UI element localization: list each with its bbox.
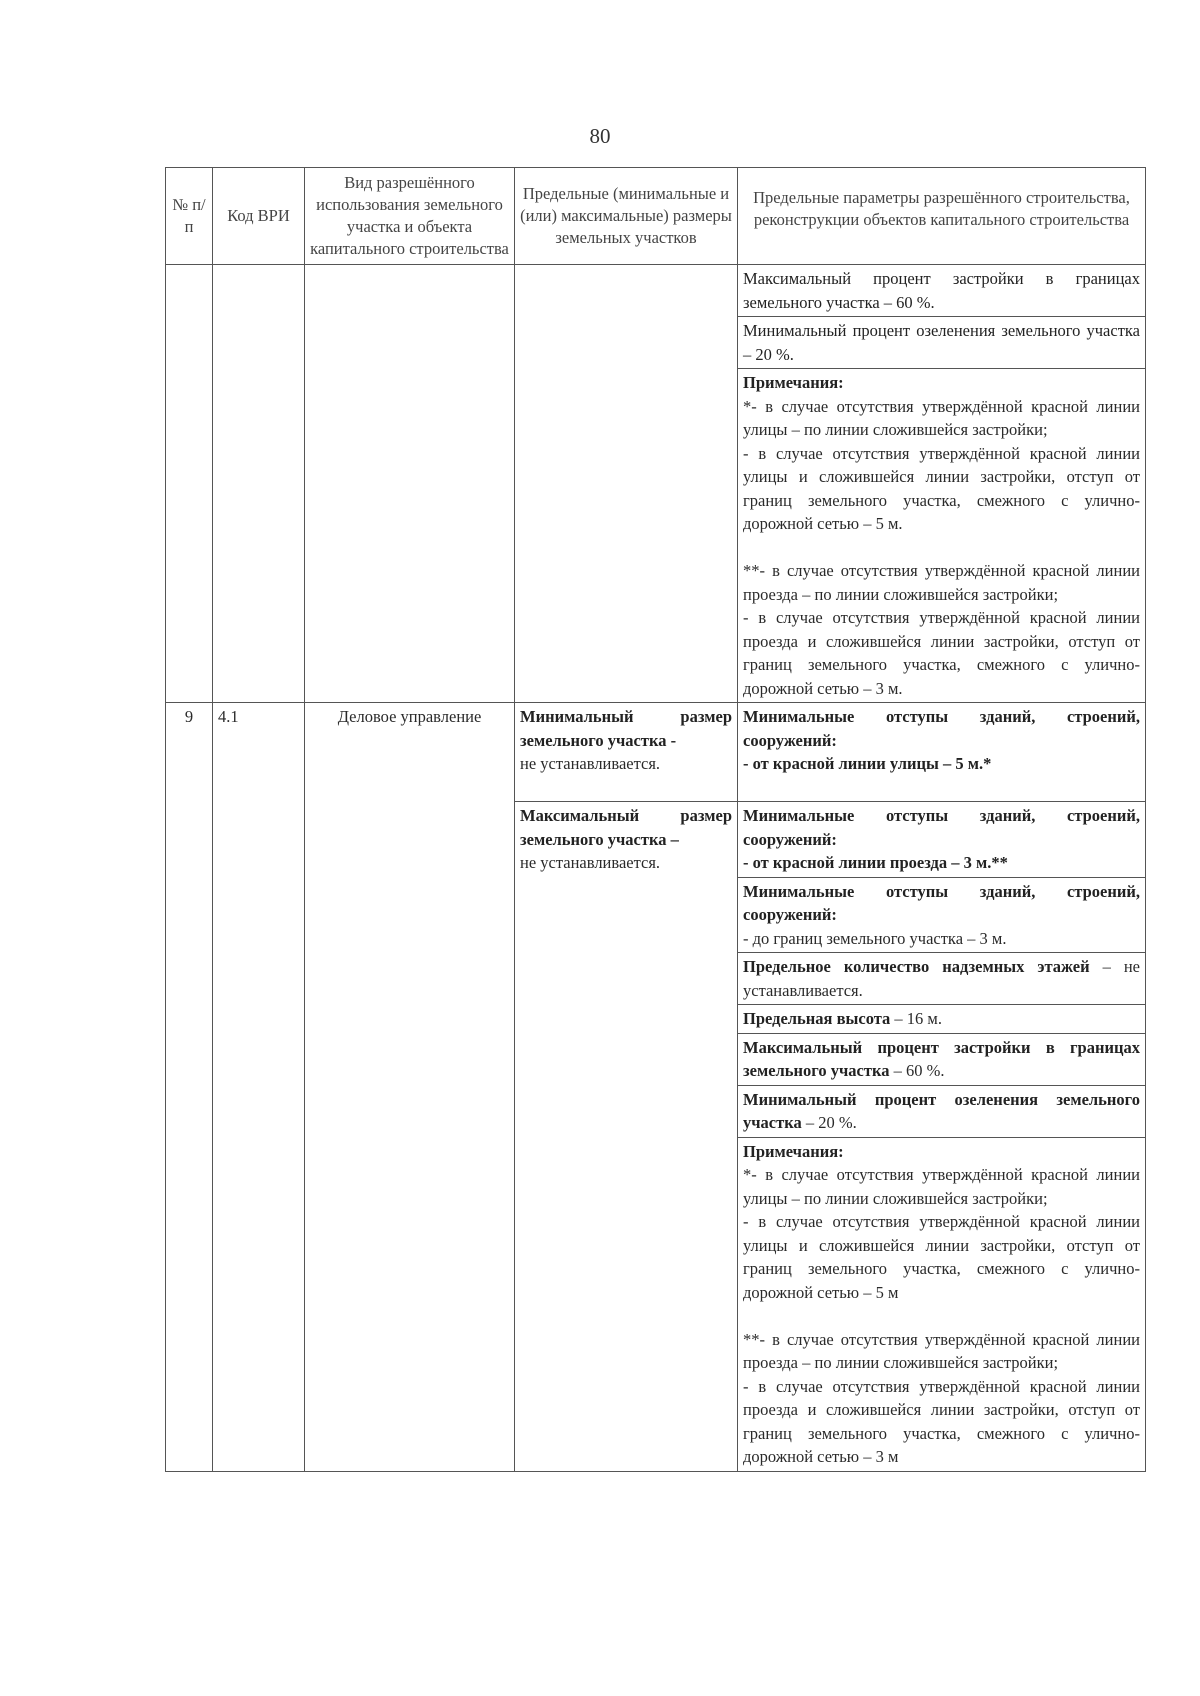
param-value: – не устанавливается.: [743, 957, 1140, 1000]
table-header-row: [166, 168, 1146, 265]
cont-notes-cell: [738, 369, 1146, 703]
row9-param-build-percent: [738, 1033, 1146, 1085]
row9-min-size-value: не устанавливается.: [520, 754, 661, 773]
row9-num: 9: [166, 703, 213, 1472]
header-num: № п/п: [166, 168, 213, 265]
param-value: - до границ земельного участка – 3 м.: [743, 928, 1007, 948]
row9-vid: Деловое управление: [305, 703, 515, 1472]
row9-notes-cell: [738, 1137, 1146, 1471]
row9-min-size-title: Минимальный размер земельного участка -: [520, 707, 732, 750]
header-vid: Вид разрешённого использования земельного участка и объекта капитального строительства: [305, 168, 515, 265]
row9-max-size: [515, 802, 738, 1472]
cont-size-cell: [515, 265, 738, 703]
param-title: Минимальный процент озеленения земельного участка: [743, 1089, 1140, 1132]
row9-min-size: [515, 703, 738, 802]
cont-vid-cell: [305, 265, 515, 703]
param-title: Минимальные отступы зданий, строений, сооружений:: [743, 806, 1140, 849]
param-title: Минимальные отступы зданий, строений, сооружений:: [743, 707, 1140, 750]
header-params: Предельные параметры разрешённого строительства, реконструкции объектов капитального строительства: [738, 168, 1146, 265]
row9-note-1: *- в случае отсутствия утверждённой красной линии улицы – по линии сложившейся застройки;: [743, 1165, 1140, 1208]
cont-note-1: *- в случае отсутствия утверждённой красной линии улицы – по линии сложившейся застройки;: [743, 396, 1140, 439]
cont-param-build-percent: Максимальный процент застройки в границах земельного участка – 60 %.: [738, 265, 1146, 317]
cont-note-2: - в случае отсутствия утверждённой красной линии улицы и сложившейся линии застройки, отступ от границ земельного участка, смежного с улично-дорожной сетью – 5 м.: [743, 443, 1140, 533]
table-row: [166, 265, 1146, 317]
cont-note-4: - в случае отсутствия утверждённой красной линии проезда и сложившейся линии застройки, отступ от границ земельного участка, смежного с улично-дорожной сетью – 3 м.: [743, 608, 1140, 698]
param-value: - от красной линии проезда – 3 м.**: [743, 853, 1008, 872]
table-row: [166, 703, 1146, 802]
row9-note-4: - в случае отсутствия утверждённой красной линии проезда и сложившейся линии застройки, отступ от границ земельного участка, смежного с улично-дорожной сетью – 3 м: [743, 1376, 1140, 1466]
row9-param-floors: [738, 953, 1146, 1005]
cont-num-cell: [166, 265, 213, 703]
row9-note-3: **- в случае отсутствия утверждённой красной линии проезда – по линии сложившейся застройки;: [743, 1329, 1140, 1372]
row9-param-offset-street: [738, 703, 1146, 802]
header-code: Код ВРИ: [213, 168, 305, 265]
param-value: – 60 %.: [889, 1061, 945, 1080]
row9-max-size-title: Максимальный размер земельного участка –: [520, 806, 732, 849]
cont-code-cell: [213, 265, 305, 703]
cont-param-green-percent: Минимальный процент озеленения земельного участка – 20 %.: [738, 317, 1146, 369]
param-value: - от красной линии улицы – 5 м.*: [743, 754, 992, 773]
param-value: – 20 %.: [801, 1113, 857, 1132]
cont-notes-title: Примечания:: [743, 373, 844, 392]
row9-max-size-value: не устанавливается.: [520, 853, 661, 872]
row9-param-offset-boundary: [738, 877, 1146, 953]
param-title: Минимальные отступы зданий, строений, сооружений:: [743, 881, 1140, 924]
regulations-table: [165, 167, 1146, 1472]
row9-note-2: - в случае отсутствия утверждённой красной линии улицы и сложившейся линии застройки, отступ от границ земельного участка, смежного с улично-дорожной сетью – 5 м: [743, 1212, 1140, 1302]
row9-param-green-percent: [738, 1085, 1146, 1137]
param-value: – 16 м.: [890, 1009, 942, 1028]
page-number: 80: [589, 124, 611, 148]
header-size: Предельные (минимальные и (или) максимальные) размеры земельных участков: [515, 168, 738, 265]
row9-notes-title: Примечания:: [743, 1141, 844, 1161]
cont-note-3: **- в случае отсутствия утверждённой красной линии проезда – по линии сложившейся застройки;: [743, 561, 1140, 604]
row9-param-height: [738, 1005, 1146, 1034]
row9-code: 4.1: [213, 703, 305, 1472]
row9-param-offset-driveway: [738, 802, 1146, 878]
param-title: Максимальный процент застройки в границах земельного участка: [743, 1037, 1140, 1080]
param-title: Предельная высота: [743, 1009, 891, 1028]
param-title: Предельное количество надземных этажей: [743, 957, 1090, 976]
